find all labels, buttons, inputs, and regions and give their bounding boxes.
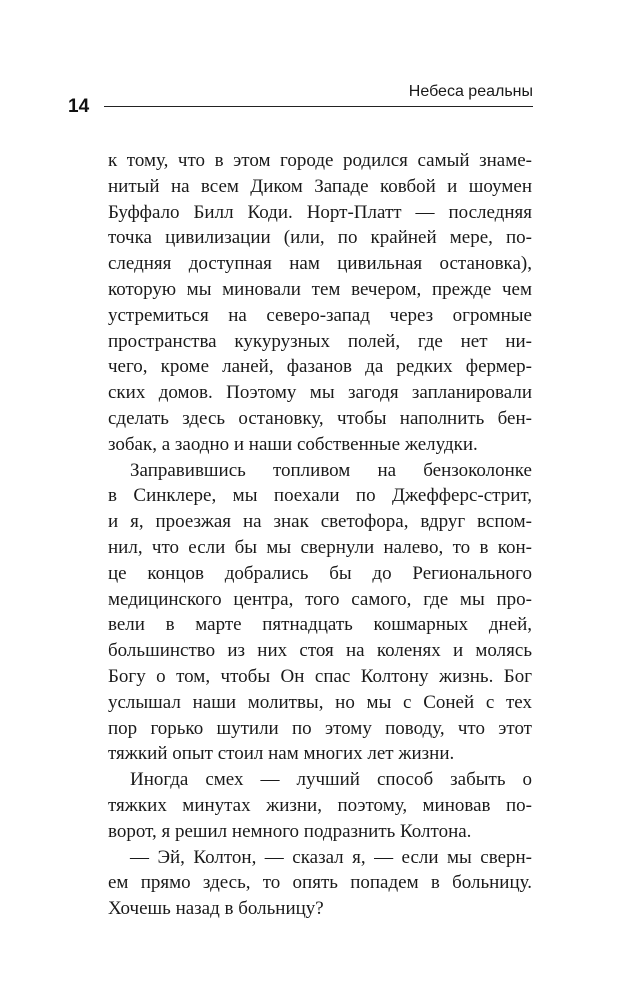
text-line: тяжких минутах жизни, поэтому, миновав по-	[108, 794, 532, 816]
text-line: следняя доступная нам цивильная остановка),	[108, 253, 532, 275]
text-line: в Синклере, мы поехали по Джефферс-стрит,	[108, 485, 532, 507]
text-line: сделать здесь остановку, чтобы наполнить бен-	[108, 407, 532, 429]
text-line: точка цивилизации (или, по крайней мере, по-	[108, 227, 532, 249]
body-text	[108, 148, 532, 922]
text-line: пространства кукурузных полей, где нет ни-	[108, 330, 532, 352]
text-line: пор горько шутили по этому поводу, что этот	[108, 717, 532, 739]
text-line: вели в марте пятнадцать кошмарных дней,	[108, 614, 532, 636]
text-line: зобак, а заодно и наши собственные желудки.	[108, 433, 478, 455]
text-line: Хочешь назад в больницу?	[108, 898, 324, 920]
text-line: Иногда смех — лучший способ забыть о	[130, 769, 532, 791]
text-line: Богу о том, чтобы Он спас Колтону жизнь. Бог	[108, 665, 532, 687]
text-line: к тому, что в этом городе родился самый знаме-	[108, 150, 532, 171]
text-line: — Эй, Колтон, — сказал я, — если мы сверн-	[130, 846, 532, 868]
page-number: 14	[68, 96, 90, 117]
text-line: ворот, я решил немного подразнить Колтона.	[108, 820, 472, 842]
text-line: ских домов. Поэтому мы загодя запланировали	[108, 382, 532, 404]
text-line: устремиться на северо-запад через огромные	[108, 304, 532, 326]
text-line: ем прямо здесь, то опять попадем в больницу.	[108, 872, 532, 894]
text-line: нитый на всем Диком Западе ковбой и шоумен	[108, 175, 532, 197]
text-line: большинство из них стоя на коленях и молясь	[108, 640, 532, 662]
text-line: и я, проезжая на знак светофора, вдруг вспом-	[108, 511, 532, 533]
text-line: Заправившись топливом на бензоколонке	[130, 459, 532, 481]
running-title: Небеса реальны	[408, 83, 533, 100]
header-rule	[104, 106, 533, 107]
text-line: которую мы миновали тем вечером, прежде чем	[108, 278, 532, 300]
text-line: тяжкий опыт стоил нам многих лет жизни.	[108, 743, 455, 765]
text-line: услышал наши молитвы, но мы с Соней с тех	[108, 691, 532, 713]
text-line: нил, что если бы мы свернули налево, то в кон-	[108, 536, 532, 558]
text-line: медицинского центра, того самого, где мы про-	[108, 588, 532, 610]
text-line: Буффало Билл Коди. Норт-Платт — последняя	[108, 201, 532, 223]
text-line: це концов добрались бы до Регионального	[108, 562, 532, 584]
text-line: чего, кроме ланей, фазанов да редких фермер-	[108, 356, 532, 378]
